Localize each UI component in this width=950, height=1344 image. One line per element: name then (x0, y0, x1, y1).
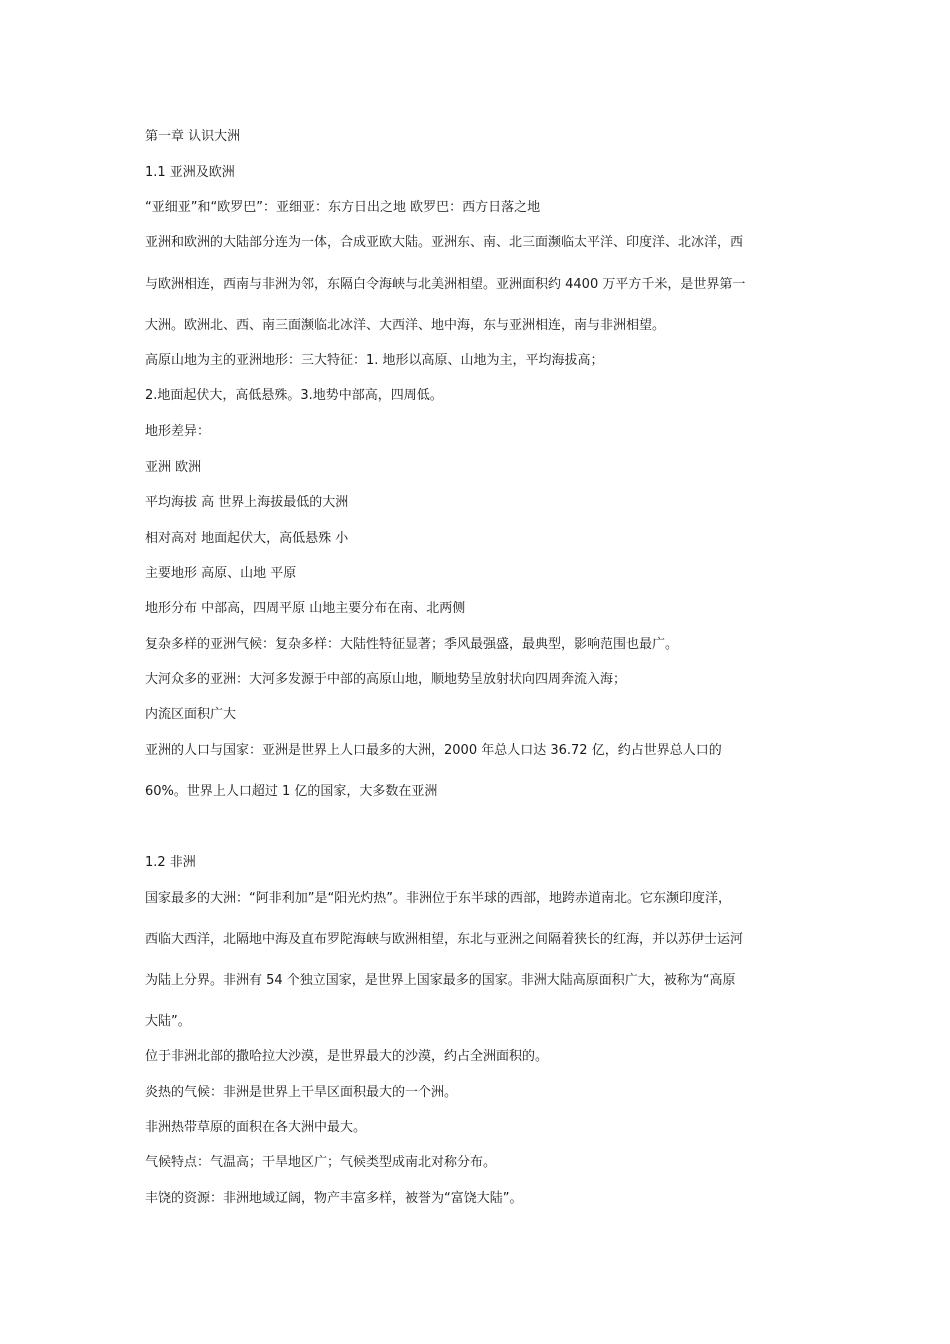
text-line: 亚洲的人口与国家：亚洲是世界上人口最多的大洲，2000 年总人口达 36.72 亿，约占世界总人口的 (145, 743, 722, 758)
chapter-title: 第一章 认识大洲 (145, 129, 241, 144)
text-line: 位于非洲北部的撒哈拉大沙漠，是世界最大的沙漠，约占全洲面积的。 (145, 1049, 549, 1064)
text-line: 地形差异： (145, 424, 211, 439)
text-line: 西临大西洋，北隔地中海及直布罗陀海峡与欧洲相望，东北与亚洲之间隔着狭长的红海，并以苏伊士运河 (145, 932, 744, 947)
text-line: 非洲热带草原的面积在各大洲中最大。 (145, 1120, 367, 1135)
text-line: 平均海拔 高 世界上海拔最低的大洲 (145, 495, 349, 510)
text-line: 主要地形 高原、山地 平原 (145, 566, 297, 581)
text-line: 大洲。欧洲北、西、南三面濒临北冰洋、大西洋、地中海，东与亚洲相连，南与非洲相望。 (145, 318, 666, 333)
text-line: 炎热的气候：非洲是世界上干旱区面积最大的一个洲。 (145, 1085, 458, 1100)
text-line: 大河众多的亚洲：大河多发源于中部的高原山地，顺地势呈放射状向四周奔流入海； (145, 672, 627, 687)
text-line: 亚洲 欧洲 (145, 460, 202, 475)
text-line: “亚细亚”和“欧罗巴”：亚细亚：东方日出之地 欧罗巴：西方日落之地 (145, 200, 541, 215)
text-line: 内流区面积广大 (145, 707, 237, 722)
text-line: 地形分布 中部高，四周平原 山地主要分布在南、北两侧 (145, 601, 466, 616)
text-line: 为陆上分界。非洲有 54 个独立国家，是世界上国家最多的国家。非洲大陆高原面积广大，被称为“高原 (145, 973, 736, 988)
text-line: 大陆”。 (145, 1014, 191, 1029)
text-line: 亚洲和欧洲的大陆部分连为一体，合成亚欧大陆。亚洲东、南、北三面濒临太平洋、印度洋、北冰洋，西 (145, 235, 744, 250)
text-line: 高原山地为主的亚洲地形：三大特征：1. 地形以高原、山地为主，平均海拔高； (145, 353, 604, 368)
text-line: 复杂多样的亚洲气候：复杂多样：大陆性特征显著；季风最强盛，最典型，影响范围也最广。 (145, 637, 679, 652)
text-line: 相对高对 地面起伏大，高低悬殊 小 (145, 531, 349, 546)
section-heading: 1.1 亚洲及欧洲 (145, 165, 235, 180)
text-line: 2.地面起伏大，高低悬殊。3.地势中部高，四周低。 (145, 388, 443, 403)
text-line: 国家最多的大洲：“阿非利加”是“阳光灼热”。非洲位于东半球的西部，地跨赤道南北。它东濒印度洋， (145, 891, 731, 906)
text-line: 与欧洲相连，西南与非洲为邻，东隔白令海峡与北美洲相望。亚洲面积约 4400 万平方千米，是世界第一 (145, 277, 746, 292)
text-line: 气候特点：气温高；干旱地区广；气候类型成南北对称分布。 (145, 1155, 497, 1170)
text-line: 丰饶的资源：非洲地域辽阔，物产丰富多样，被誉为“富饶大陆”。 (145, 1191, 523, 1206)
text-line: 60%。世界上人口超过 1 亿的国家，大多数在亚洲 (145, 784, 438, 799)
section-heading: 1.2 非洲 (145, 855, 196, 870)
